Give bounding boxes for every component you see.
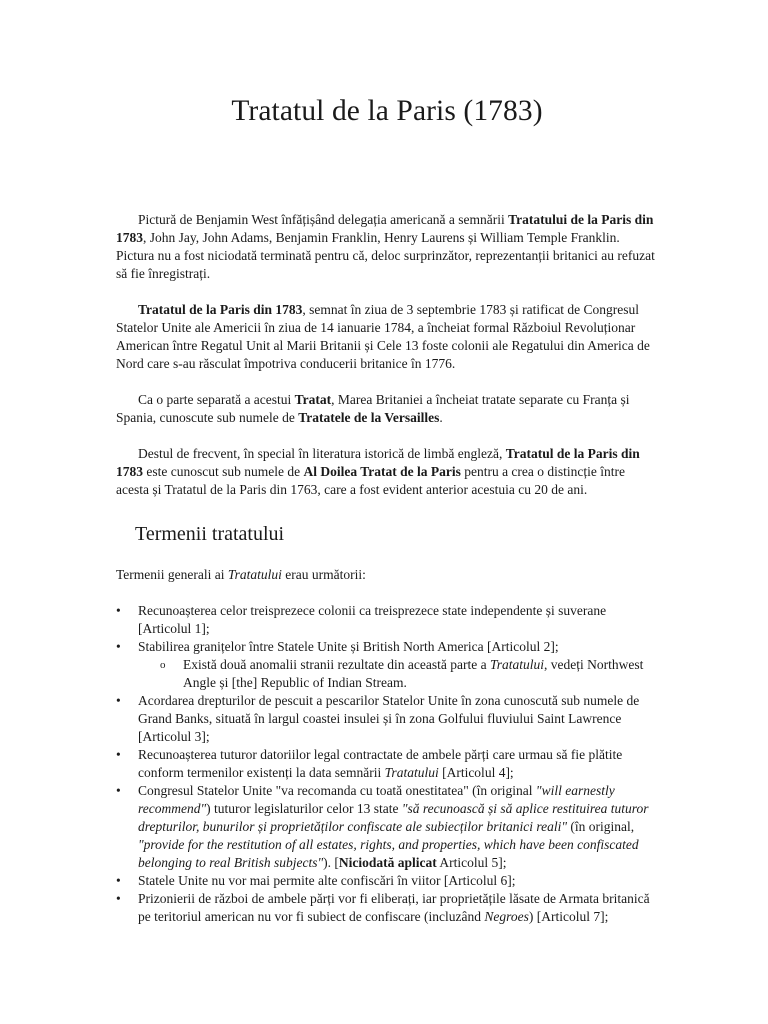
list-item	[116, 602, 658, 638]
italic-text: Tratatului	[384, 765, 439, 780]
bullet-icon: •	[116, 891, 121, 906]
text: Prizonierii de război de ambele părți vor fi eliberați, iar proprietățile lăsate de Armata britanică pe teritoriul american nu vor fi subiect de confiscare (incluzând	[138, 891, 650, 924]
text: este cunoscut sub numele de	[143, 464, 304, 479]
text: Ca o parte separată a acestui	[138, 392, 295, 407]
bold-text: Niciodată aplicat	[338, 855, 437, 870]
text: Există două anomalii stranii rezultate din această parte a	[183, 657, 490, 672]
list-item-text: Statele Unite nu vor mai permite alte confiscări în viitor [Articolul 6];	[138, 873, 516, 888]
list-item	[116, 782, 658, 872]
circle-bullet-icon: o	[160, 659, 166, 671]
italic-text: Negroes	[484, 909, 529, 924]
list-item	[116, 638, 658, 692]
document-title: Tratatul de la Paris (1783)	[231, 95, 543, 127]
bold-versailles-treaties: Tratatele de la Versailles	[298, 410, 440, 425]
bullet-icon: •	[116, 783, 121, 798]
text: ) tuturor legislaturilor celor 13 state	[206, 801, 402, 816]
list-item-text: Recunoașterea celor treisprezece colonii ca treisprezece state independente și suverane [Articolul 1];	[138, 603, 607, 636]
text: Termenii generali ai	[116, 567, 228, 582]
text: erau următorii:	[281, 567, 366, 582]
italic-text: Tratatului	[227, 567, 282, 582]
bullet-icon: •	[116, 693, 121, 708]
text: , John Jay, John Adams, Benjamin Franklin, Henry Laurens și William Temple Franklin. Pictura nu a fost niciodată terminată pentru că, deloc surprinzător, reprezentanții britanici au refuzat să fie înregistrați.	[116, 230, 655, 281]
text: [Articolul 4];	[438, 765, 514, 780]
bullet-icon: •	[116, 639, 121, 654]
section-heading: Termenii tratatului	[135, 523, 285, 545]
list-item-text: Acordarea drepturilor de pescuit a pescarilor Statelor Unite în zona cunoscută sub numele de Grand Banks, situată în largul coastei insulei și în zona Golfului fluviului Saint Lawrence [Articolul 3];	[138, 693, 640, 744]
bullet-icon: •	[116, 747, 121, 762]
bold-treaty-name: Tratatul de la Paris din 1783	[116, 446, 640, 479]
italic-text: Tratatului	[490, 657, 545, 672]
bullet-icon: •	[116, 873, 121, 888]
italic-text: "să recunoască și să aplice restituirea tuturor drepturilor, bunurilor și proprietăților confiscate ale subiecților britanici reali"	[138, 801, 649, 834]
list-item	[116, 890, 658, 926]
versailles-paragraph	[116, 391, 658, 427]
text: (în original,	[567, 819, 635, 834]
sub-list	[138, 656, 658, 692]
bold-treaty: Tratat	[294, 392, 332, 407]
text: , Marea Britaniei a încheiat tratate separate cu Franța și Spania, cunoscute sub numele de	[116, 392, 630, 425]
text: ) [Articolul 7];	[528, 909, 609, 924]
list-item	[116, 872, 658, 890]
text: Destul de frecvent, în special în literatura istorică de limbă engleză,	[138, 446, 506, 461]
bold-second-treaty: Al Doilea Tratat de la Paris	[303, 464, 461, 479]
terms-intro	[116, 566, 658, 584]
list-item-text: Stabilirea granițelor între Statele Unite și British North America [Articolul 2];	[138, 639, 559, 654]
painting-caption-paragraph	[116, 211, 658, 283]
sub-list-item	[160, 656, 658, 692]
text: Pictură de Benjamin West înfățișând delegația americană a semnării	[138, 212, 509, 227]
text: Articolul 5];	[436, 855, 507, 870]
text: Recunoașterea tuturor datoriilor legal contractate de ambele părți care urmau să fie plătite conform termenilor existenți la data semnării	[138, 747, 623, 780]
bullet-icon: •	[116, 603, 121, 618]
text: , vedeți Northwest Angle și [the] Republic of Indian Stream.	[183, 657, 644, 690]
list-item	[116, 692, 658, 746]
second-treaty-paragraph	[116, 445, 658, 499]
terms-list	[116, 602, 658, 926]
text: pentru a crea o distincție între acesta și Tratatul de la Paris din 1763, care a fost evident anterior acestuia cu 20 de ani.	[116, 464, 626, 497]
bold-treaty-name: Tratatului de la Paris din 1783	[116, 212, 654, 245]
italic-text: "will earnestly recommend"	[138, 783, 615, 816]
list-item	[116, 746, 658, 782]
text: Congresul Statelor Unite "va recomanda cu toată onestitatea" (în original	[138, 783, 536, 798]
text: , semnat în ziua de 3 septembrie 1783 și ratificat de Congresul Statelor Unite ale Americii în ziua de 14 ianuarie 1784, a încheiat formal Războiul Revoluționar American între Regatul Unit al Marii Britanii și Cele 13 foste colonii ale Regatului din America de Nord care s-au răsculat împotriva conducerii britanice în 1776.	[116, 302, 650, 371]
treaty-summary-paragraph	[116, 301, 658, 373]
bold-treaty-name: Tratatul de la Paris din 1783	[138, 302, 303, 317]
text: ). [	[323, 855, 339, 870]
italic-text: "provide for the restitution of all estates, rights, and properties, which have been confiscated belonging to real British subjects"	[138, 837, 639, 870]
text: .	[439, 410, 443, 425]
